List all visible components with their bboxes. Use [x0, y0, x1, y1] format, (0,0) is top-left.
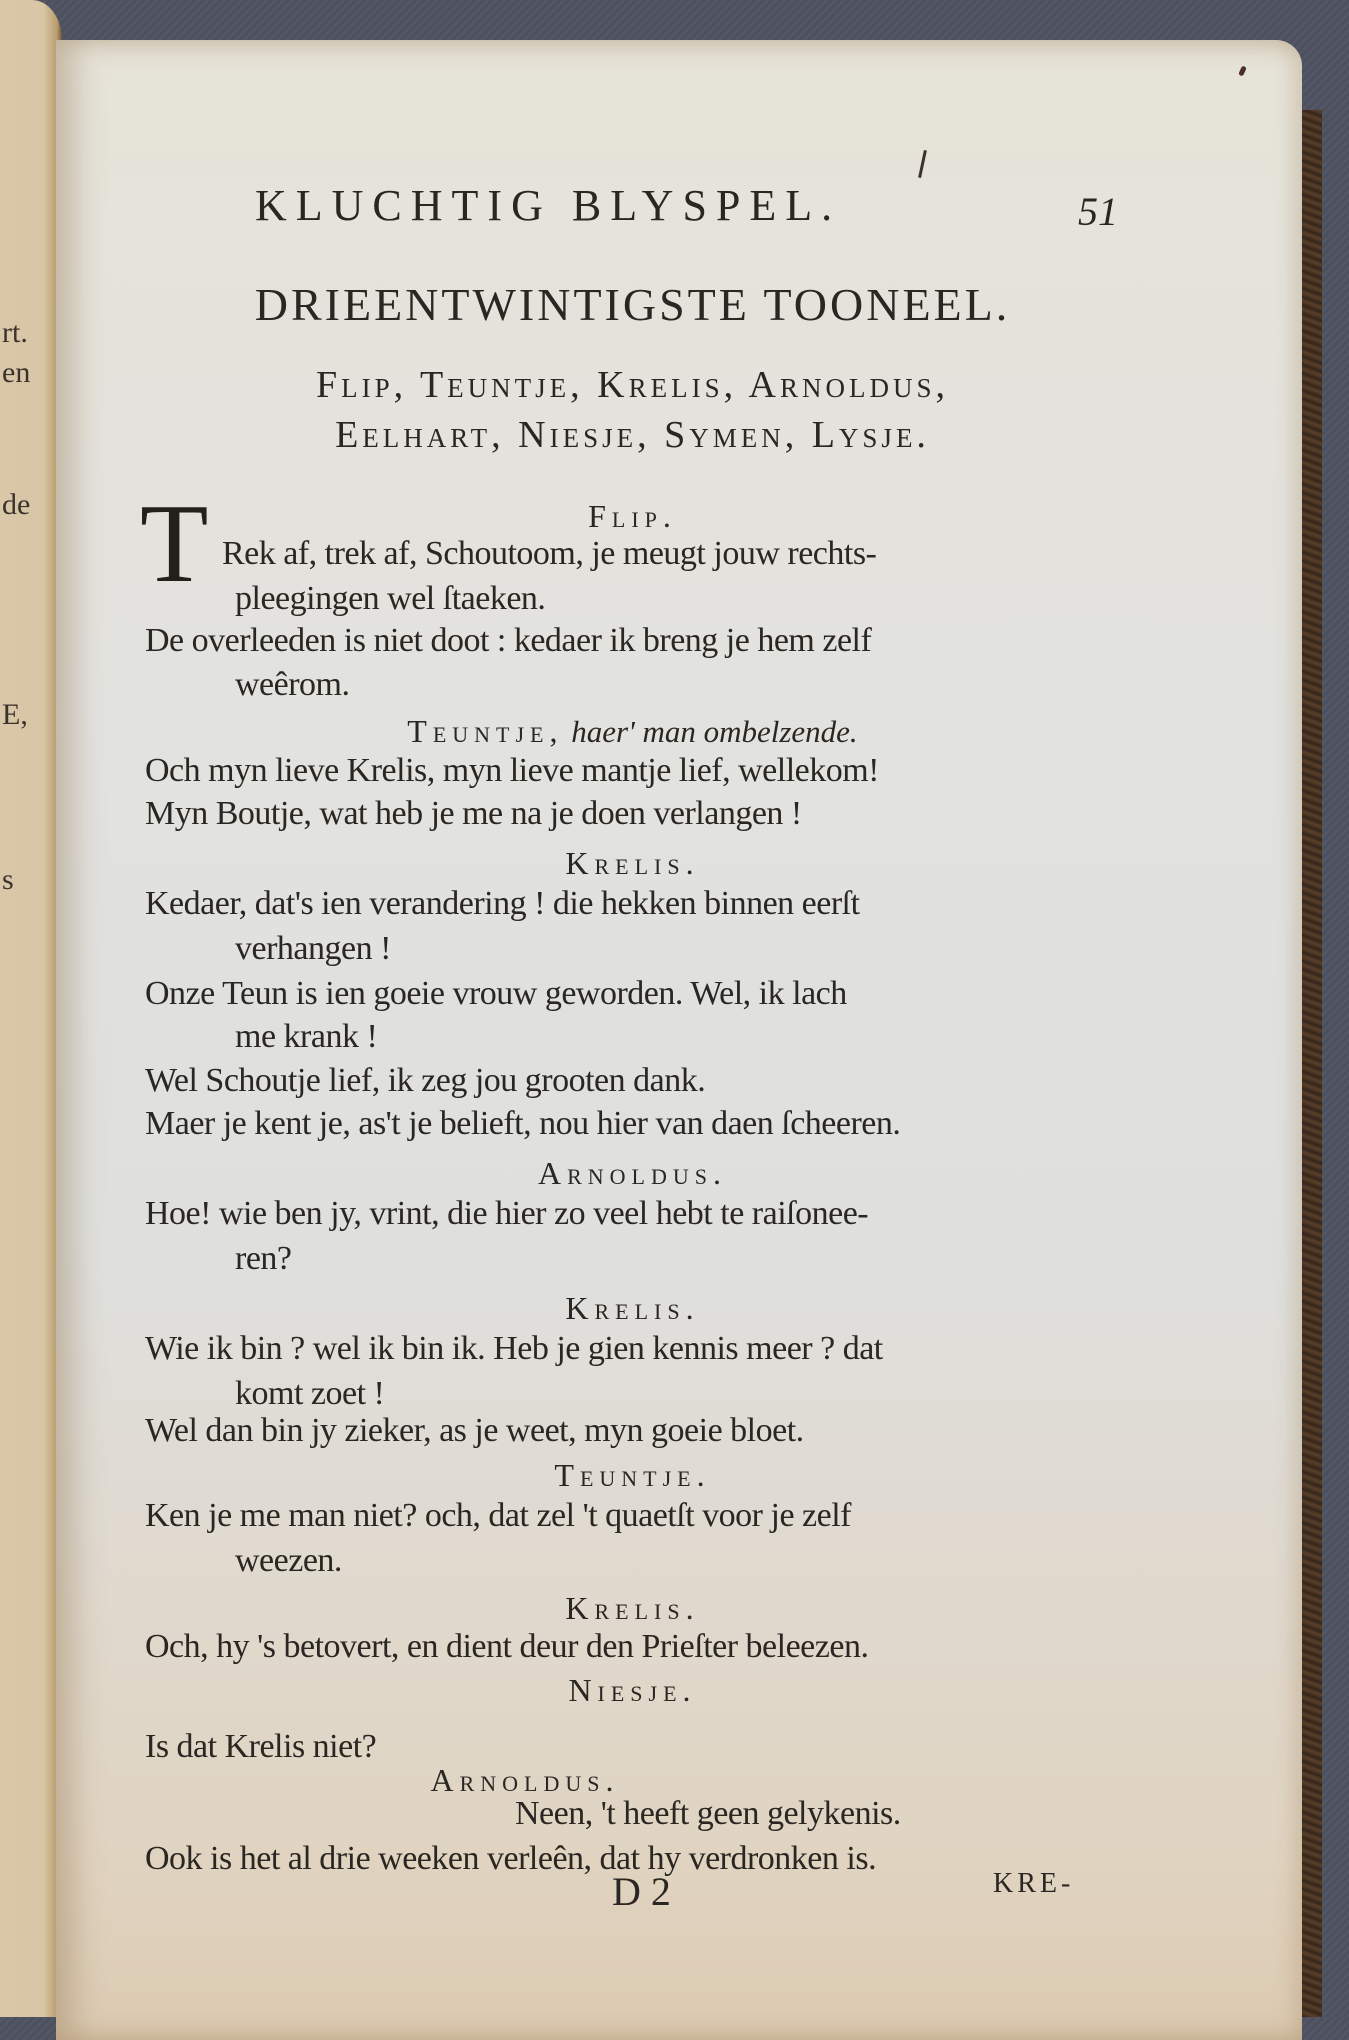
verse-line: De overleeden is niet doot : kedaer ik breng je hem zelf: [145, 622, 872, 659]
verse-line: pleegingen wel ſtaeken.: [235, 580, 546, 617]
running-head: KLUCHTIG BLYSPEL.: [255, 181, 842, 230]
left-page-fragment: s: [2, 863, 14, 896]
verse-line: Hoe! wie ben jy, vrint, die hier zo veel hebt te raiſonee-: [145, 1195, 869, 1232]
signature-mark: D 2: [612, 1869, 671, 1914]
verse-line: weezen.: [235, 1542, 342, 1579]
verse-line: me krank !: [235, 1018, 378, 1055]
speaker-label: Niesje.: [568, 1672, 697, 1708]
scene-title: DRIEENTWINTIGSTE TOONEEL.: [254, 279, 1011, 330]
speaker-label: Arnoldus.: [430, 1762, 620, 1798]
left-page-fragment: en: [2, 356, 31, 389]
speaker-name: [145, 1762, 905, 1799]
speaker-name: [145, 713, 1120, 750]
verse-line: Neen, 't heeft geen gelykenis.: [515, 1795, 901, 1832]
speaker-label: Flip.: [588, 498, 677, 534]
verse-line: Myn Boutje, wat heb je me na je doen verlangen !: [145, 795, 802, 832]
verse-line: Och myn lieve Krelis, myn lieve mantje lief, wellekom!: [145, 752, 879, 789]
cast-list: [145, 360, 1120, 460]
speaker-name: [145, 1290, 1120, 1327]
catchword: KRE-: [993, 1868, 1075, 1899]
verse-line: Ken je me man niet? och, dat zel 't quaetſt voor je zelf: [145, 1497, 851, 1534]
verse-line: Och, hy 's betovert, en dient deur den Prieſter beleezen.: [145, 1628, 869, 1665]
facing-left-page: [0, 0, 62, 2017]
page-number: 51: [1078, 189, 1118, 234]
speaker-label: Krelis.: [565, 845, 700, 881]
speaker-name: [145, 1457, 1120, 1494]
left-page-fragment: rt.: [2, 316, 28, 349]
left-page-fragment: E,: [2, 698, 28, 731]
speaker-name: [145, 1590, 1120, 1627]
speaker-label: Krelis.: [565, 1590, 700, 1626]
cast-line: Eelhart, Niesje, Symen, Lysje.: [335, 414, 930, 456]
verse-line: Onze Teun is ien goeie vrouw geworden. Wel, ik lach: [145, 975, 847, 1012]
verse-line: verhangen !: [235, 930, 391, 967]
speaker-name: [145, 1672, 1120, 1709]
speaker-name: [145, 1155, 1120, 1192]
drop-cap: T: [140, 482, 209, 606]
stage-direction: haer' man ombelzende.: [563, 714, 858, 749]
verse-line: Wel Schoutje lief, ik zeg jou grooten dank.: [145, 1062, 706, 1099]
verse-line: Maer je kent je, as't je belieft, nou hier van daen ſcheeren.: [145, 1105, 901, 1142]
verse-line: Kedaer, dat's ien verandering ! die hekken binnen eerſt: [145, 885, 860, 922]
speaker-name: [145, 498, 1120, 535]
cast-line: Flip, Teuntje, Krelis, Arnoldus,: [316, 364, 949, 406]
verse-line: komt zoet !: [235, 1375, 385, 1412]
verse-line: Rek af, trek af, Schoutoom, je meugt jouw rechts-: [222, 535, 877, 572]
verse-line: Wie ik bin ? wel ik bin ik. Heb je gien kennis meer ? dat: [145, 1330, 883, 1367]
speaker-label: Teuntje,: [407, 713, 564, 749]
speaker-label: Teuntje.: [554, 1457, 711, 1493]
verse-line: weêrom.: [235, 666, 350, 703]
verse-line: ren?: [235, 1240, 292, 1277]
speaker-label: Krelis.: [565, 1290, 700, 1326]
verse-line: Is dat Krelis niet?: [145, 1728, 377, 1765]
speaker-label: Arnoldus.: [537, 1155, 727, 1191]
verse-line: Wel dan bin jy zieker, as je weet, myn goeie bloet.: [145, 1412, 804, 1449]
verse-line: Ook is het al drie weeken verleên, dat hy verdronken is.: [145, 1840, 877, 1877]
speaker-name: [145, 845, 1120, 882]
left-page-fragment: de: [2, 488, 31, 521]
